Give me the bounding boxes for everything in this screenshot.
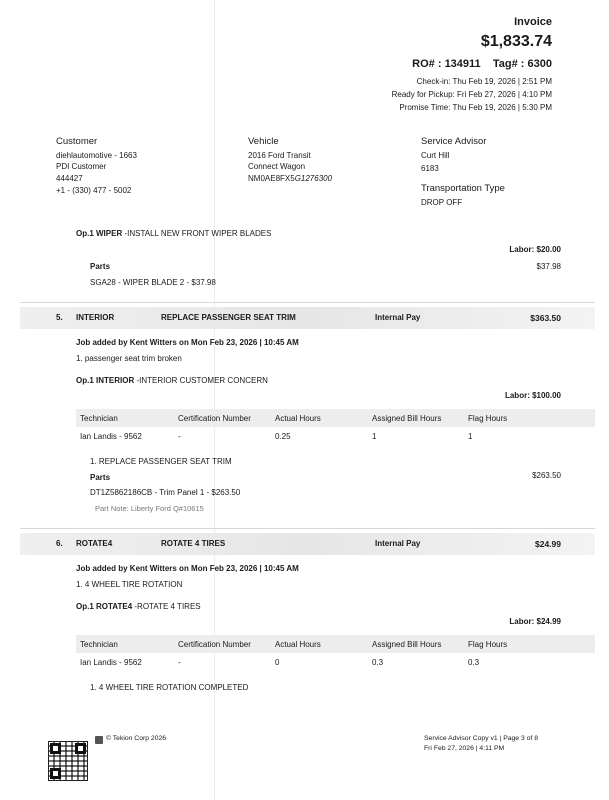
wiper-op-code: Op.1 WIPER bbox=[76, 229, 123, 238]
job-5-part-line: DT1Z5862186CB - Trim Panel 1 - $263.50 bbox=[90, 488, 241, 497]
qr-code-icon bbox=[48, 741, 88, 781]
ready-for-pickup-time: Ready for Pickup: Fri Feb 27, 2026 | 4:10 PM bbox=[391, 90, 552, 99]
job-5-th-actual-hours: Actual Hours bbox=[275, 414, 321, 423]
job-6-op-desc: -ROTATE 4 TIRES bbox=[132, 602, 201, 611]
job-6-certification: - bbox=[178, 658, 181, 667]
job-6-correction: 1. 4 WHEEL TIRE ROTATION COMPLETED bbox=[90, 683, 249, 692]
vehicle-model-line2: Connect Wagon bbox=[248, 162, 306, 171]
job-5-correction: 1. REPLACE PASSENGER SEAT TRIM bbox=[90, 457, 232, 466]
service-advisor-name: Curt Hill bbox=[421, 151, 450, 160]
job-6-title: ROTATE 4 TIRES bbox=[161, 539, 226, 548]
job-6-th-flag-hours: Flag Hours bbox=[468, 640, 508, 649]
scan-artifact-line bbox=[214, 0, 215, 800]
footer-copyright: © Tekion Corp 2026 bbox=[106, 735, 167, 742]
job-5-part-note: Part Note: Liberty Ford Q#10615 bbox=[95, 504, 204, 513]
job-5-th-flag-hours: Flag Hours bbox=[468, 414, 508, 423]
job-5-op-line bbox=[76, 376, 268, 385]
customer-name: diehlautomotive - 1663 bbox=[56, 151, 137, 160]
job-5-table-header-band bbox=[76, 409, 595, 427]
job-5-assigned-bill-hours: 1 bbox=[372, 432, 377, 441]
job-5-parts-amount: $263.50 bbox=[532, 471, 561, 480]
ro-tag-numbers: RO# : 134911 Tag# : 6300 bbox=[412, 58, 552, 70]
job-6-th-assigned-bill-hours: Assigned Bill Hours bbox=[372, 640, 442, 649]
job-6-actual-hours: 0 bbox=[275, 658, 280, 667]
transportation-heading: Transportation Type bbox=[421, 183, 505, 194]
job-5-th-certification: Certification Number bbox=[178, 414, 251, 423]
job-6-code: ROTATE4 bbox=[76, 539, 113, 548]
customer-number: 444427 bbox=[56, 174, 83, 183]
vehicle-vin bbox=[248, 174, 332, 183]
footer-copy-info: Service Advisor Copy v1 | Page 3 of 8 bbox=[424, 735, 538, 742]
job-6-labor: Labor: $24.99 bbox=[509, 617, 561, 626]
invoice-label: Invoice bbox=[514, 16, 552, 28]
job-6-table-header-band bbox=[76, 635, 595, 653]
job-5-pay-type: Internal Pay bbox=[375, 313, 421, 322]
vehicle-model-line1: 2016 Ford Transit bbox=[248, 151, 311, 160]
job-5-technician: Ian Landis - 9562 bbox=[80, 432, 142, 441]
service-advisor-heading: Service Advisor bbox=[421, 136, 487, 147]
job-6-number: 6. bbox=[56, 539, 63, 548]
customer-heading: Customer bbox=[56, 136, 98, 147]
job-6-pay-type: Internal Pay bbox=[375, 539, 421, 548]
job-6-th-certification: Certification Number bbox=[178, 640, 251, 649]
wiper-parts-amount: $37.98 bbox=[536, 262, 561, 271]
job-5-certification: - bbox=[178, 432, 181, 441]
job-6-op-line bbox=[76, 602, 201, 611]
job-5-concern: 1. passenger seat trim broken bbox=[76, 354, 182, 363]
job-5-added-by: Job added by Kent Witters on Mon Feb 23, 2026 | 10:45 AM bbox=[76, 338, 299, 347]
job-6-op-code: Op.1 ROTATE4 bbox=[76, 602, 133, 611]
promise-time: Promise Time: Thu Feb 19, 2026 | 5:30 PM bbox=[399, 103, 552, 112]
job-6-th-actual-hours: Actual Hours bbox=[275, 640, 321, 649]
job-6-added-by: Job added by Kent Witters on Mon Feb 23, 2026 | 10:45 AM bbox=[76, 564, 299, 573]
wiper-labor: Labor: $20.00 bbox=[509, 245, 561, 254]
job-5-title: REPLACE PASSENGER SEAT TRIM bbox=[161, 313, 296, 322]
wiper-op-line bbox=[76, 229, 271, 238]
divider bbox=[20, 528, 595, 529]
job-5-actual-hours: 0.25 bbox=[275, 432, 291, 441]
job-5-code: INTERIOR bbox=[76, 313, 115, 322]
customer-type: PDI Customer bbox=[56, 162, 107, 171]
job-5-amount: $363.50 bbox=[530, 313, 561, 323]
job-5-op-code: Op.1 INTERIOR bbox=[76, 376, 135, 385]
job-5-flag-hours: 1 bbox=[468, 432, 473, 441]
job-5-th-technician: Technician bbox=[80, 414, 118, 423]
job-6-concern: 1. 4 WHEEL TIRE ROTATION bbox=[76, 580, 183, 589]
job-6-flag-hours: 0.3 bbox=[468, 658, 480, 667]
job-6-assigned-bill-hours: 0.3 bbox=[372, 658, 384, 667]
job-5-parts-label: Parts bbox=[90, 473, 111, 482]
wiper-part-line: SGA28 - WIPER BLADE 2 - $37.98 bbox=[90, 278, 216, 287]
vehicle-heading: Vehicle bbox=[248, 136, 279, 147]
job-5-th-assigned-bill-hours: Assigned Bill Hours bbox=[372, 414, 442, 423]
job-6-technician: Ian Landis - 9562 bbox=[80, 658, 142, 667]
job-6-th-technician: Technician bbox=[80, 640, 118, 649]
checkin-time: Check-in: Thu Feb 19, 2026 | 2:51 PM bbox=[416, 77, 552, 86]
wiper-op-desc: -INSTALL NEW FRONT WIPER BLADES bbox=[122, 229, 272, 238]
wiper-parts-label: Parts bbox=[90, 262, 111, 271]
customer-phone: +1 - (330) 477 - 5002 bbox=[56, 186, 132, 195]
transportation-value: DROP OFF bbox=[421, 198, 463, 207]
vin-suffix: G1276300 bbox=[294, 174, 333, 183]
footer-printed-time: Fri Feb 27, 2026 | 4:11 PM bbox=[424, 745, 505, 752]
job-5-labor: Labor: $100.00 bbox=[504, 391, 561, 400]
vin-prefix: NM0AE8FX5 bbox=[248, 174, 295, 183]
job-5-op-desc: -INTERIOR CUSTOMER CONCERN bbox=[134, 376, 268, 385]
tekion-logo-icon bbox=[95, 736, 103, 744]
invoice-total: $1,833.74 bbox=[480, 33, 552, 50]
job-6-amount: $24.99 bbox=[535, 539, 561, 549]
service-advisor-number: 6183 bbox=[421, 164, 439, 173]
job-5-number: 5. bbox=[56, 313, 63, 322]
divider bbox=[20, 302, 595, 303]
